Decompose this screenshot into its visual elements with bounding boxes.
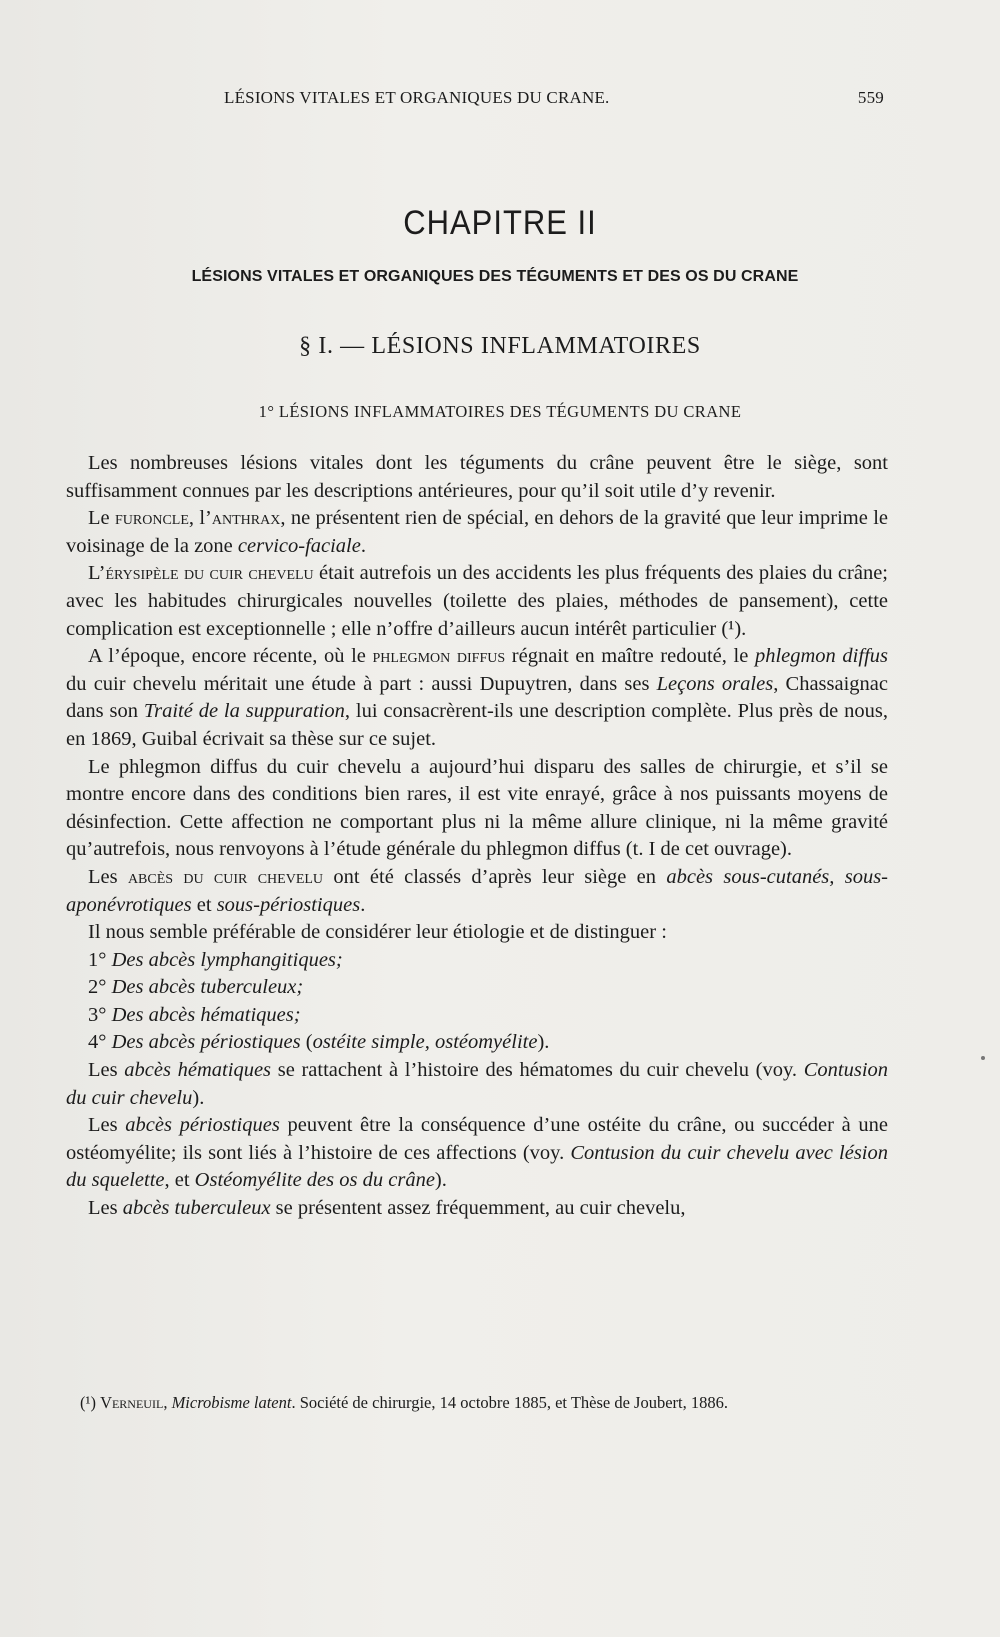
paragraph-8: Les abcès hématiques se rattachent à l’histoire des hématomes du cuir chevelu (voy. Contusion du cuir chevelu). xyxy=(66,1059,889,1109)
list-item: 4° Des abcès périostiques (ostéite simple, ostéomyélite). xyxy=(88,1031,550,1054)
running-header xyxy=(224,88,884,108)
paragraph-5: Le phlegmon diffus du cuir chevelu a aujourd’hui disparu des salles de chirurgie, et s’il se montre encore dans des conditions bien rares, il est vite enrayé, grâce à nos puissants moyens de désinfection. Cette affection ne comportant plus ni la même allure clinique, ni la même gravité qu’autrefois, nous renvoyons à l’étude générale du phlegmon diffus (t. I de cet ouvrage). xyxy=(66,755,888,861)
paragraph-4: A l’époque, encore récente, où le phlegmon diffus régnait en maître redouté, le phlegmon diffus du cuir chevelu méritait une étude à part : aussi Dupuytren, dans ses Leçons orales, Chassaignac dans son Traité de la suppuration, lui consacrèrent-ils une description complète. Plus près de nous, en 1869, Guibal écrivait sa thèse sur ce sujet. xyxy=(66,645,888,750)
list-item: 2° Des abcès tuberculeux; xyxy=(88,976,304,999)
list-item: 3° Des abcès hématiques; xyxy=(88,1003,301,1026)
paragraph-3: L’érysipèle du cuir chevelu était autrefois un des accidents les plus fréquents des plaies du crâne; avec les habitudes chirurgicales nouvelles (toilette des plaies, méthodes de pansement), cette complication est exceptionnelle ; elle n’offre d’ailleurs aucun intérêt particulier (¹). xyxy=(66,562,888,640)
paragraph-7: Il nous semble préférable de considérer leur étiologie et de distinguer : xyxy=(88,921,667,944)
chapter-subtitle: LÉSIONS VITALES ET ORGANIQUES DES TÉGUMENTS ET DES OS DU CRANE xyxy=(191,268,799,285)
footnote: (¹) Verneuil, Microbisme latent. Société de chirurgie, 14 octobre 1885, et Thèse de Joubert, 1886. xyxy=(80,1393,729,1412)
chapter-title: CHAPITRE II xyxy=(403,203,597,242)
page-number: 559 xyxy=(857,88,884,107)
subsection-heading: 1° LÉSIONS INFLAMMATOIRES DES TÉGUMENTS DU CRANE xyxy=(258,402,742,421)
paragraph-9: Les abcès périostiques peuvent être la conséquence d’une ostéite du crâne, ou succéder à une ostéomyélite; ils sont liés à l’histoire de ces affections (voy. Contusion du cuir chevelu avec lésion du squelette, et Ostéomyélite des os du crâne). xyxy=(66,1114,888,1192)
paragraph-2: Le furoncle, l’anthrax, ne présentent rien de spécial, en dehors de la gravité que leur imprime le voisinage de la zone cervico-faciale. xyxy=(66,507,888,557)
margin-speck xyxy=(981,1056,985,1060)
running-title: LÉSIONS VITALES ET ORGANIQUES DU CRANE. xyxy=(224,88,610,107)
section-heading: § I. — LÉSIONS INFLAMMATOIRES xyxy=(299,333,701,359)
paragraph-10: Les abcès tuberculeux se présentent assez fréquemment, au cuir chevelu, xyxy=(88,1197,686,1220)
list-item: 1° Des abcès lymphangitiques; xyxy=(88,948,343,971)
paragraph-1: Les nombreuses lésions vitales dont les téguments du crâne peuvent être le siège, sont suffisamment connues par les descriptions antérieures, pour qu’il soit utile d’y revenir. xyxy=(66,452,888,502)
paragraph-6: Les abcès du cuir chevelu ont été classés d’après leur siège en abcès sous-cutanés, sous-aponévrotiques et sous-périostiques. xyxy=(66,865,888,916)
body-text xyxy=(66,450,888,1223)
